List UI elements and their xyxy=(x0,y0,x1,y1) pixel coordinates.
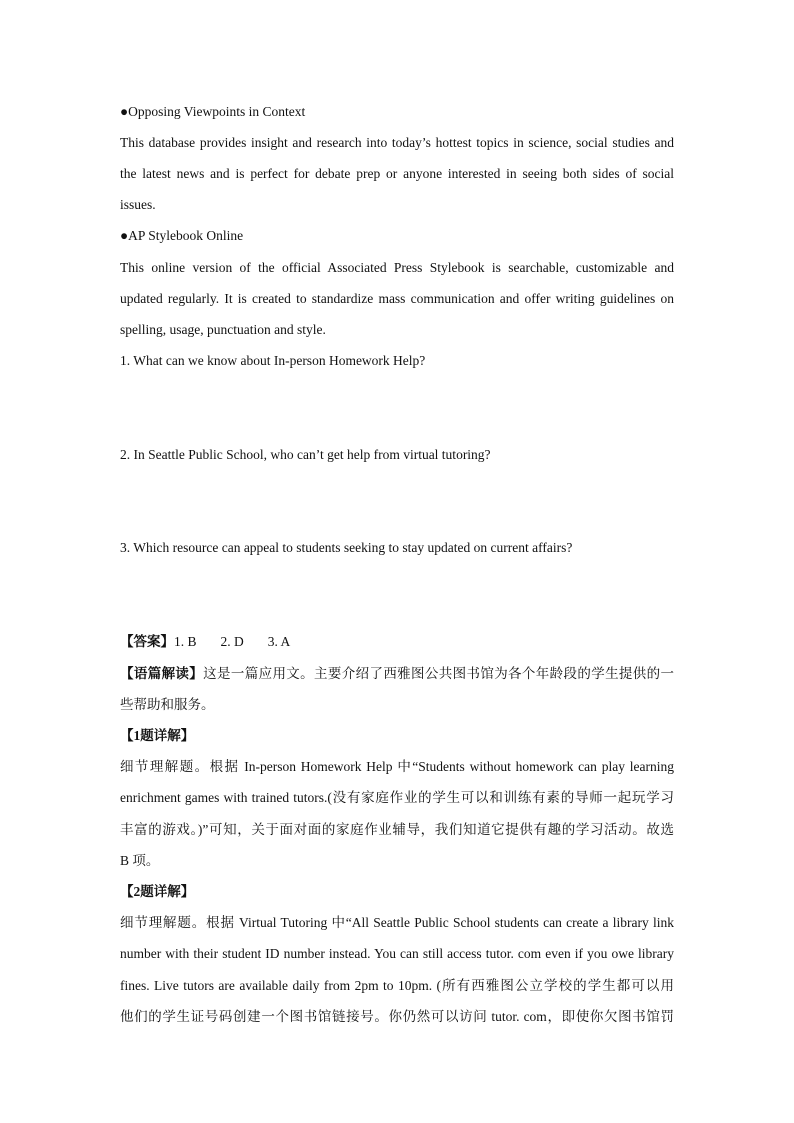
resource-text-line: the latest news and is perfect for debate prep or anyone interested in seeing both sides of social xyxy=(120,166,674,181)
resource-text-line: This database provides insight and research into today’s hottest topics in science, social studies and xyxy=(120,135,674,150)
answer-item: 1. B xyxy=(174,634,197,649)
answer-item: 2. D xyxy=(220,634,244,649)
question-stem: 1. What can we know about In-person Homework Help? xyxy=(120,353,426,368)
interpretation-line: 些帮助和服务。 xyxy=(120,697,215,712)
resource-text-line: spelling, usage, punctuation and style. xyxy=(120,322,326,337)
resource-text-line: updated regularly. It is created to standardize mass communication and offer writing guidelines on xyxy=(120,291,674,306)
detail-heading: 【2题详解】 xyxy=(120,884,195,899)
detail-text-line: enrichment games with trained tutors.(没有家庭作业的学生可以和训练有素的导师一起玩学习 xyxy=(120,790,674,805)
detail-text-line: 细节理解题。根据 In-person Homework Help 中“Students without homework can play learning xyxy=(120,759,674,774)
resource-title: ●Opposing Viewpoints in Context xyxy=(120,104,306,119)
answer-label: 【答案】 xyxy=(120,634,174,649)
resource-text-line: This online version of the official Associated Press Stylebook is searchable, customizable and xyxy=(120,260,674,275)
detail-text-line: 他们的学生证号码创建一个图书馆链接号。你仍然可以访问 tutor. com，即使你欠图书馆罚 xyxy=(120,1009,674,1024)
answer-item: 3. A xyxy=(267,634,291,649)
resource-text-line: issues. xyxy=(120,197,156,212)
question-stem: 3. Which resource can appeal to students seeking to stay updated on current affairs? xyxy=(120,540,573,555)
interpretation-label: 【语篇解读】 xyxy=(120,666,204,681)
detail-heading: 【1题详解】 xyxy=(120,728,195,743)
answer-row xyxy=(120,632,674,652)
detail-text-line: B 项。 xyxy=(120,853,160,868)
interpretation-text: 这是一篇应用文。主要介绍了西雅图公共图书馆为各个年龄段的学生提供的一 xyxy=(203,666,674,681)
resource-title: ●AP Stylebook Online xyxy=(120,228,244,243)
detail-text-line: 细节理解题。根据 Virtual Tutoring 中“All Seattle Public School students can create a library link xyxy=(120,915,674,930)
detail-text-line: number with their student ID number instead. You can still access tutor. com even if you owe library xyxy=(120,946,674,961)
question-stem: 2. In Seattle Public School, who can’t get help from virtual tutoring? xyxy=(120,447,491,462)
detail-text-line: 丰富的游戏。)”可知，关于面对面的家庭作业辅导，我们知道它提供有趣的学习活动。故选 xyxy=(120,822,674,837)
detail-text-line: fines. Live tutors are available daily from 2pm to 10pm. (所有西雅图公立学校的学生都可以用 xyxy=(120,978,674,993)
interpretation-line xyxy=(120,664,674,684)
